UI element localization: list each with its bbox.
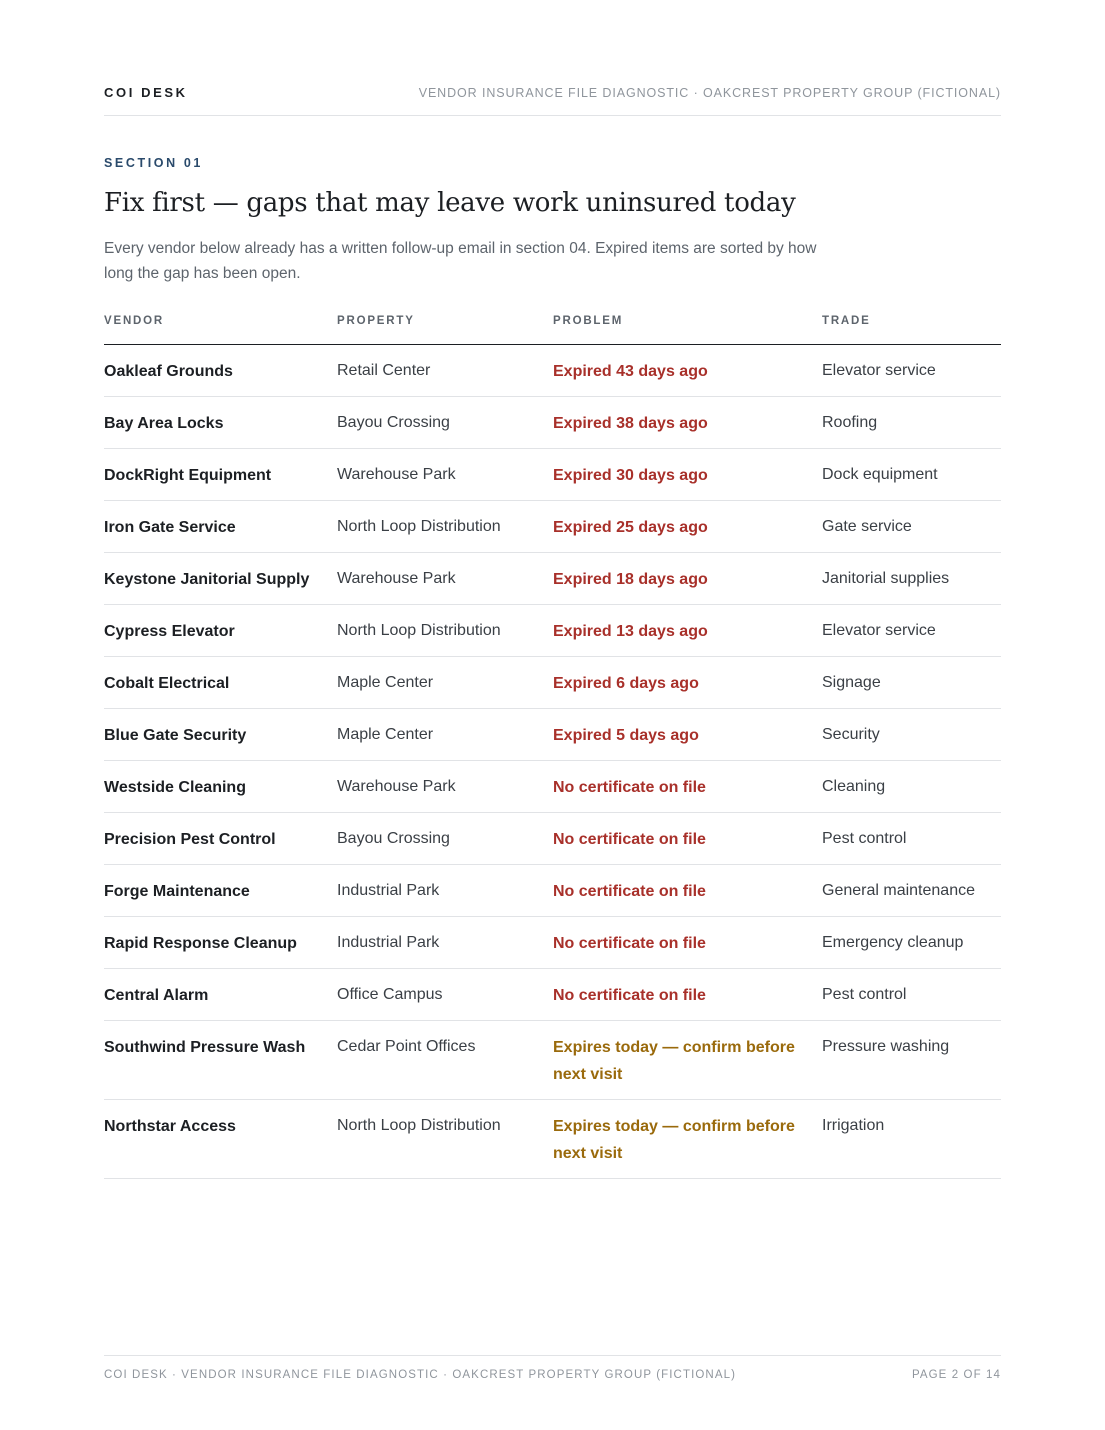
vendor-name: Cypress Elevator — [104, 623, 235, 640]
problem-status: No certificate on file — [553, 779, 706, 796]
table-row — [104, 345, 1001, 397]
property-name: Office Campus — [337, 986, 443, 1003]
trade-name: Elevator service — [822, 622, 936, 639]
table-row — [104, 605, 1001, 657]
table-row — [104, 969, 1001, 1021]
vendor-name: DockRight Equipment — [104, 467, 272, 484]
trade-name: Pressure washing — [822, 1038, 950, 1055]
vendor-gap-table — [104, 306, 1001, 1179]
document-meta: VENDOR INSURANCE FILE DIAGNOSTIC · OAKCREST PROPERTY GROUP (FICTIONAL) — [418, 86, 1001, 100]
property-name: North Loop Distribution — [337, 518, 501, 535]
trade-name: Roofing — [822, 414, 878, 431]
problem-status: Expires today — confirm before next visit — [553, 1118, 795, 1162]
property-name: Industrial Park — [337, 882, 440, 899]
trade-name: Signage — [822, 674, 881, 691]
problem-status: Expired 5 days ago — [553, 727, 699, 744]
vendor-name: Bay Area Locks — [104, 415, 224, 432]
footer-document-meta: COI DESK · VENDOR INSURANCE FILE DIAGNOSTIC · OAKCREST PROPERTY GROUP (FICTIONAL) — [104, 1369, 737, 1381]
property-name: Warehouse Park — [337, 570, 456, 587]
problem-status: No certificate on file — [553, 935, 706, 952]
table-row — [104, 709, 1001, 761]
property-name: Maple Center — [337, 674, 434, 691]
table-body — [104, 345, 1001, 1179]
trade-name: Emergency cleanup — [822, 934, 964, 951]
table-row — [104, 397, 1001, 449]
vendor-name: Oakleaf Grounds — [104, 363, 233, 380]
table-row — [104, 917, 1001, 969]
column-header-vendor: VENDOR — [104, 315, 165, 327]
vendor-name: Blue Gate Security — [104, 727, 247, 744]
vendor-name: Cobalt Electrical — [104, 675, 230, 692]
table-row — [104, 657, 1001, 709]
table-row — [104, 1021, 1001, 1100]
section-intro: Every vendor below already has a written follow-up email in section 04. Expired items are sorted by how long the gap has been open. — [104, 240, 817, 282]
problem-status: Expired 38 days ago — [553, 415, 708, 432]
page-number: PAGE 2 OF 14 — [911, 1369, 1001, 1381]
property-name: Retail Center — [337, 362, 431, 379]
table-row — [104, 501, 1001, 553]
page-footer — [104, 1355, 1001, 1381]
trade-name: Pest control — [822, 986, 907, 1003]
vendor-name: Northstar Access — [104, 1118, 236, 1135]
vendor-name: Southwind Pressure Wash — [104, 1039, 306, 1056]
brand-name: COI DESK — [104, 85, 188, 100]
trade-name: Pest control — [822, 830, 907, 847]
trade-name: Irrigation — [822, 1117, 885, 1134]
property-name: Warehouse Park — [337, 466, 456, 483]
table-row — [104, 761, 1001, 813]
problem-status: Expires today — confirm before next visit — [553, 1039, 795, 1083]
problem-status: Expired 6 days ago — [553, 675, 699, 692]
problem-status: No certificate on file — [553, 831, 706, 848]
table-header — [104, 306, 1001, 345]
table-row — [104, 553, 1001, 605]
trade-name: Janitorial supplies — [822, 570, 950, 587]
column-header-trade: TRADE — [822, 315, 871, 327]
vendor-name: Forge Maintenance — [104, 883, 250, 900]
property-name: Cedar Point Offices — [337, 1038, 476, 1055]
problem-status: Expired 43 days ago — [553, 363, 708, 380]
problem-status: No certificate on file — [553, 883, 706, 900]
trade-name: Gate service — [822, 518, 912, 535]
table-row — [104, 1100, 1001, 1179]
trade-name: General maintenance — [822, 882, 975, 899]
page-header — [104, 84, 1001, 116]
property-name: Bayou Crossing — [337, 414, 450, 431]
section-label: SECTION 01 — [104, 156, 203, 170]
vendor-name: Keystone Janitorial Supply — [104, 571, 310, 588]
problem-status: Expired 30 days ago — [553, 467, 708, 484]
property-name: Bayou Crossing — [337, 830, 450, 847]
property-name: North Loop Distribution — [337, 622, 501, 639]
property-name: Warehouse Park — [337, 778, 456, 795]
trade-name: Security — [822, 726, 880, 743]
problem-status: Expired 18 days ago — [553, 571, 708, 588]
section-title: Fix first — gaps that may leave work uninsured today — [104, 188, 796, 218]
vendor-name: Precision Pest Control — [104, 831, 276, 848]
problem-status: No certificate on file — [553, 987, 706, 1004]
table-row — [104, 813, 1001, 865]
column-header-problem: PROBLEM — [553, 315, 624, 327]
property-name: Industrial Park — [337, 934, 440, 951]
vendor-name: Westside Cleaning — [104, 779, 246, 796]
trade-name: Elevator service — [822, 362, 936, 379]
vendor-name: Rapid Response Cleanup — [104, 935, 297, 952]
problem-status: Expired 13 days ago — [553, 623, 708, 640]
column-header-property: PROPERTY — [337, 315, 415, 327]
trade-name: Cleaning — [822, 778, 886, 795]
table-row — [104, 449, 1001, 501]
property-name: North Loop Distribution — [337, 1117, 501, 1134]
vendor-name: Central Alarm — [104, 987, 209, 1004]
property-name: Maple Center — [337, 726, 434, 743]
trade-name: Dock equipment — [822, 466, 938, 483]
problem-status: Expired 25 days ago — [553, 519, 708, 536]
vendor-name: Iron Gate Service — [104, 519, 236, 536]
table-row — [104, 865, 1001, 917]
